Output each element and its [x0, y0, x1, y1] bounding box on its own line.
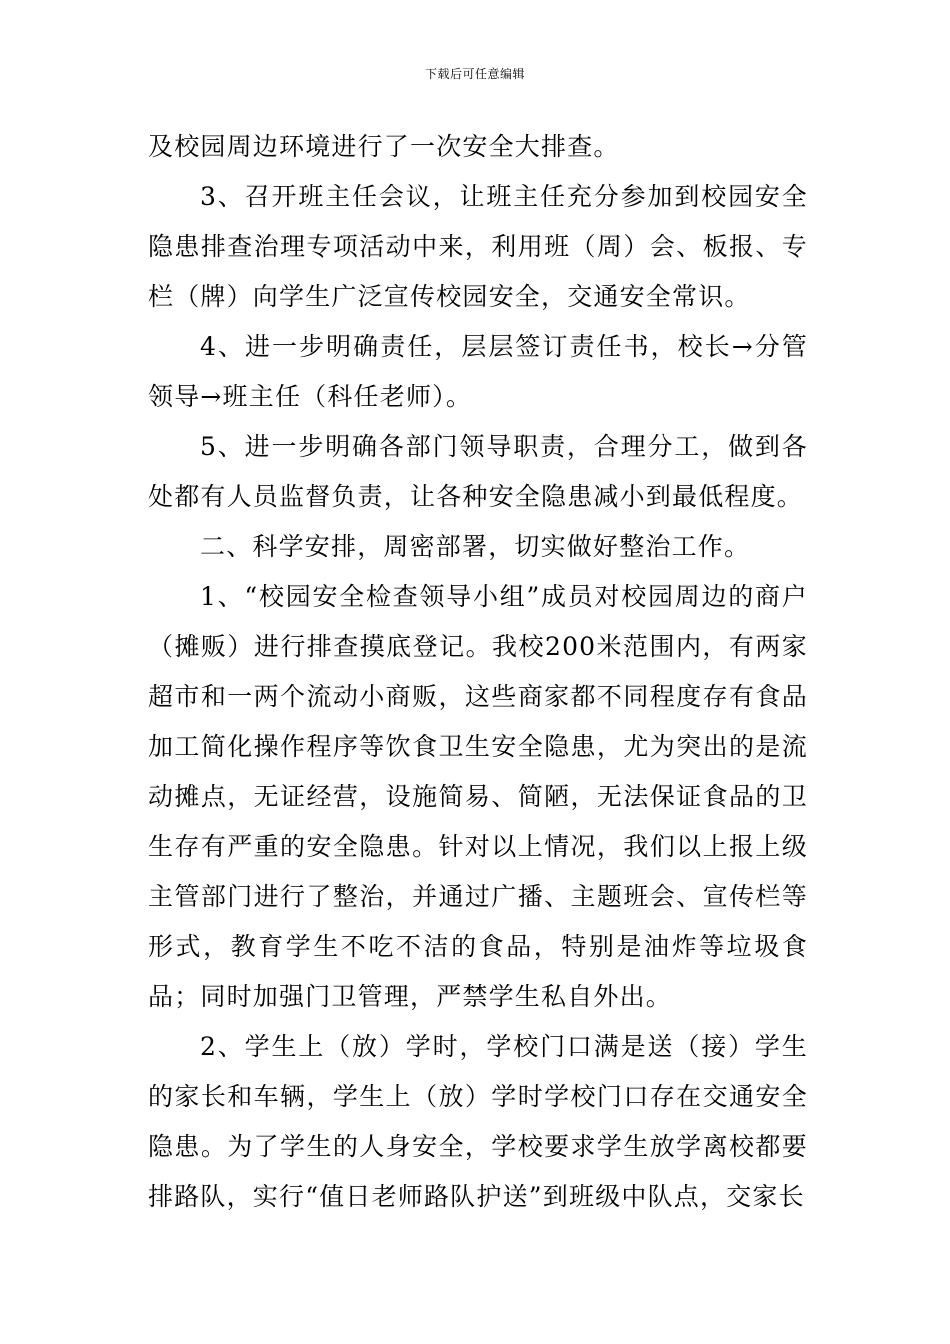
- document-body: [148, 122, 808, 1222]
- paragraph-item-4: 4、进一步明确责任，层层签订责任书，校长→分管领导→班主任（科任老师）。: [148, 332, 808, 411]
- page-header: 下载后可任意编辑: [424, 67, 525, 81]
- paragraph-continuation: 及校园周边环境进行了一次安全大排查。: [148, 132, 620, 161]
- paragraph-item-5: 5、进一步明确各部门领导职责，合理分工，做到各处都有人员监督负责，让各种安全隐患减小到最低程度。: [148, 432, 808, 511]
- section-heading-2: 二、科学安排，周密部署，切实做好整治工作。: [200, 532, 751, 561]
- paragraph-item-3: 3、召开班主任会议，让班主任充分参加到校园安全隐患排查治理专项活动中来，利用班（周）会、板报、专栏（牌）向学生广泛宣传校园安全，交通安全常识。: [148, 182, 808, 311]
- paragraph-section2-item-2: 2、学生上（放）学时，学校门口满是送（接）学生的家长和车辆，学生上（放）学时学校门口存在交通安全隐患。为了学生的人身安全，学校要求学生放学离校都要排路队，实行“值日老师路队护送”到班级中队点，交家长: [148, 1032, 808, 1211]
- paragraph-section2-item-1: 1、“校园安全检查领导小组”成员对校园周边的商户（摊贩）进行排查摸底登记。我校200米范围内，有两家超市和一两个流动小商贩，这些商家都不同程度存有食品加工简化操作程序等饮食卫生安全隐患，尤为突出的是流动摊点，无证经营，设施简易、简陋，无法保证食品的卫生存有严重的安全隐患。针对以上情况，我们以上报上级主管部门进行了整治，并通过广播、主题班会、宣传栏等形式，教育学生不吃不洁的食品，特别是油炸等垃圾食品；同时加强门卫管理，严禁学生私自外出。: [148, 582, 808, 1011]
